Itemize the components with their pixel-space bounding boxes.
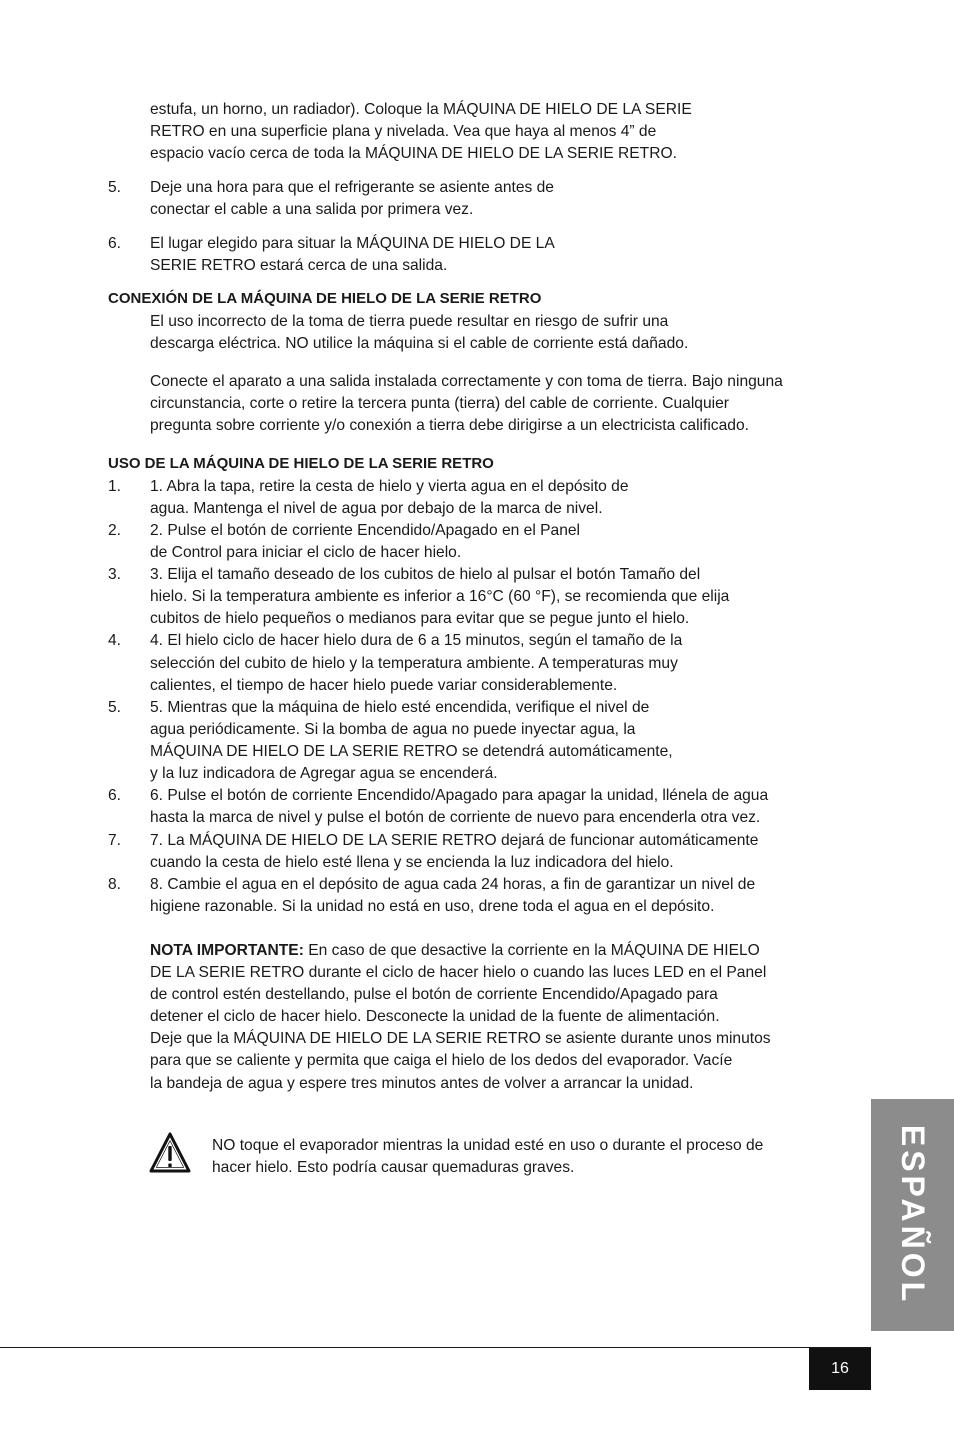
list-number: 5.	[108, 699, 122, 716]
list-item-line: agua. Mantenga el nivel de agua por debajo de la marca de nivel.	[150, 500, 603, 517]
paragraph-line: Conecte el aparato a una salida instalada correctamente y con toma de tierra. Bajo ninguna	[150, 373, 783, 390]
list-item-line: conectar el cable a una salida por primera vez.	[150, 201, 474, 218]
list-item-line: 8. Cambie el agua en el depósito de agua cada 24 horas, a fin de garantizar un nivel de	[150, 876, 756, 893]
list-item-line: 2. Pulse el botón de corriente Encendido/Apagado en el Panel	[150, 522, 581, 539]
list-item-line: higiene razonable. Si la unidad no está en uso, drene toda el agua en el depósito.	[150, 898, 715, 915]
connection-heading: CONEXIÓN DE LA MÁQUINA DE HIELO DE LA SERIE RETRO	[108, 290, 542, 307]
list-number: 6.	[108, 787, 122, 804]
list-number: 8.	[108, 876, 122, 893]
page-number: 16	[809, 1348, 871, 1390]
list-number: 5.	[108, 179, 122, 196]
list-number: 7.	[108, 832, 122, 849]
list-number: 4.	[108, 632, 122, 649]
language-label: ESPAÑOL	[894, 1124, 931, 1306]
list-item-line: 1. Abra la tapa, retire la cesta de hielo y vierta agua en el depósito de	[150, 478, 629, 495]
language-side-tab	[871, 1099, 954, 1331]
note-line: Deje que la MÁQUINA DE HIELO DE LA SERIE RETRO se asiente durante unos minutos	[150, 1030, 771, 1047]
note-line: la bandeja de agua y espere tres minutos antes de volver a arrancar la unidad.	[150, 1075, 694, 1092]
list-number: 1.	[108, 478, 122, 495]
list-item-line: selección del cubito de hielo y la temperatura ambiente. A temperaturas muy	[150, 655, 678, 672]
list-item-line: MÁQUINA DE HIELO DE LA SERIE RETRO se detendrá automáticamente,	[150, 743, 673, 760]
intro-line: estufa, un horno, un radiador). Coloque la MÁQUINA DE HIELO DE LA SERIE	[150, 101, 692, 118]
list-item-line: 4. El hielo ciclo de hacer hielo dura de 6 a 15 minutos, según el tamaño de la	[150, 632, 683, 649]
paragraph-line: pregunta sobre corriente y/o conexión a tierra debe dirigirse a un electricista calificado.	[150, 417, 749, 434]
note-text: En caso de que desactive la corriente en la MÁQUINA DE HIELO	[303, 942, 760, 959]
paragraph-line: descarga eléctrica. NO utilice la máquina si el cable de corriente está dañado.	[150, 335, 689, 352]
list-item-line: de Control para iniciar el ciclo de hacer hielo.	[150, 544, 462, 561]
list-item-line: y la luz indicadora de Agregar agua se encenderá.	[150, 765, 498, 782]
list-item-line: 3. Elija el tamaño deseado de los cubitos de hielo al pulsar el botón Tamaño del	[150, 566, 701, 583]
list-item-line: hasta la marca de nivel y pulse el botón de corriente de nuevo para encenderla otra vez.	[150, 809, 761, 826]
list-item-line: cubitos de hielo pequeños o medianos para evitar que se pegue junto el hielo.	[150, 610, 690, 627]
warning-line: hacer hielo. Esto podría causar quemaduras graves.	[212, 1159, 575, 1176]
list-item-line: 7. La MÁQUINA DE HIELO DE LA SERIE RETRO dejará de funcionar automáticamente	[150, 832, 759, 849]
paragraph-line: circunstancia, corte o retire la tercera punta (tierra) del cable de corriente. Cualquier	[150, 395, 729, 412]
list-item-line: 6. Pulse el botón de corriente Encendido/Apagado para apagar la unidad, llénela de agua	[150, 787, 769, 804]
list-number: 6.	[108, 235, 122, 252]
note-first-line	[150, 940, 760, 962]
list-item-line: Deje una hora para que el refrigerante se asiente antes de	[150, 179, 554, 196]
note-label: NOTA IMPORTANTE:	[150, 942, 304, 959]
warning-line: NO toque el evaporador mientras la unidad esté en uso o durante el proceso de	[212, 1137, 764, 1154]
list-item-line: hielo. Si la temperatura ambiente es inferior a 16°C (60 °F), se recomienda que elija	[150, 588, 730, 605]
paragraph-line: El uso incorrecto de la toma de tierra puede resultar en riesgo de sufrir una	[150, 313, 669, 330]
list-item-line: El lugar elegido para situar la MÁQUINA DE HIELO DE LA	[150, 235, 555, 252]
note-line: para que se caliente y permita que caiga el hielo de los dedos del evaporador. Vacíe	[150, 1052, 733, 1069]
note-line: detener el ciclo de hacer hielo. Desconecte la unidad de la fuente de alimentación.	[150, 1008, 720, 1025]
list-number: 3.	[108, 566, 122, 583]
intro-line: RETRO en una superficie plana y nivelada. Vea que haya al menos 4” de	[150, 123, 657, 140]
intro-line: espacio vacío cerca de toda la MÁQUINA DE HIELO DE LA SERIE RETRO.	[150, 145, 677, 162]
list-number: 2.	[108, 522, 122, 539]
footer-rule	[0, 1347, 871, 1348]
note-line: de control estén destellando, pulse el botón de corriente Encendido/Apagado para	[150, 986, 718, 1003]
note-line: DE LA SERIE RETRO durante el ciclo de hacer hielo o cuando las luces LED en el Panel	[150, 964, 767, 981]
list-item-line: cuando la cesta de hielo esté llena y se encienda la luz indicadora del hielo.	[150, 854, 674, 871]
list-item-line: 5. Mientras que la máquina de hielo esté encendida, verifique el nivel de	[150, 699, 650, 716]
list-item-line: calientes, el tiempo de hacer hielo puede variar considerablemente.	[150, 677, 618, 694]
list-item-line: SERIE RETRO estará cerca de una salida.	[150, 257, 448, 274]
warning-triangle-icon	[149, 1131, 191, 1175]
list-item-line: agua periódicamente. Si la bomba de agua no puede inyectar agua, la	[150, 721, 636, 738]
usage-heading: USO DE LA MÁQUINA DE HIELO DE LA SERIE RETRO	[108, 455, 494, 472]
